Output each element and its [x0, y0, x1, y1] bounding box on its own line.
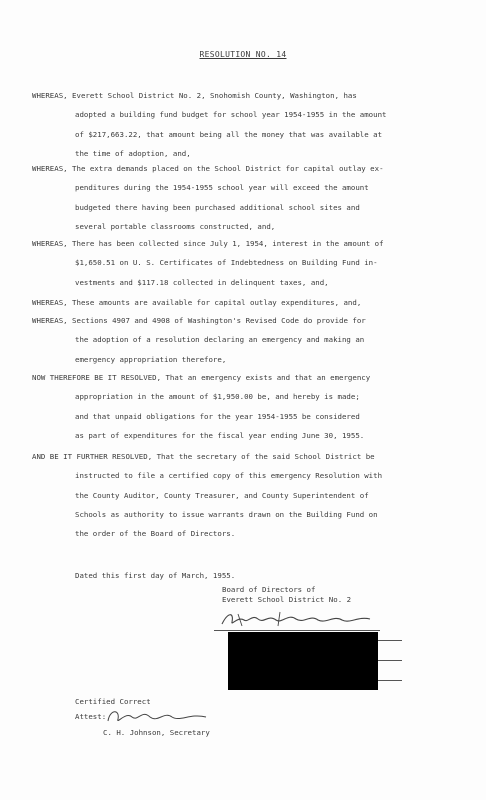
resolution-title: RESOLUTION NO. 14 [199, 50, 287, 59]
signature-line [378, 640, 402, 641]
paragraph-line: and that unpaid obligations for the year 1954-1955 be considered [75, 411, 360, 421]
paragraph-line: Schools as authority to issue warrants drawn on the Building Fund on [75, 509, 378, 519]
resolution-paragraph [32, 86, 462, 163]
paragraph-line: Dated this first day of March, 1955. [75, 571, 236, 580]
resolution-paragraph [32, 293, 462, 312]
board-heading [222, 585, 351, 605]
paragraph-line: adopted a building fund budget for school year 1954-1955 in the amount [75, 110, 387, 120]
secretary-name: C. H. Johnson, Secretary [103, 728, 210, 737]
paragraph-line: appropriation in the amount of $1,950.00 be, and hereby is made; [75, 392, 360, 402]
paragraph-line: WHEREAS, These amounts are available for capital outlay expenditures, and, [32, 298, 362, 307]
paragraph-line: $1,650.51 on U. S. Certificates of Indebtedness on Building Fund in- [75, 258, 378, 268]
paragraph-line: of $217,663.22, that amount being all the money that was available at [75, 129, 383, 139]
paragraph-line: the time of adoption, and, [75, 148, 191, 158]
paragraph-line: WHEREAS, The extra demands placed on the School District for capital outlay ex- [32, 164, 384, 173]
paragraph-line: vestments and $117.18 collected in delinquent taxes, and, [75, 277, 329, 287]
paragraph-line: penditures during the 1954-1955 school year will exceed the amount [75, 183, 369, 193]
paragraph-line: WHEREAS, There has been collected since July 1, 1954, interest in the amount of [32, 239, 384, 248]
paragraph-line: instructed to file a certified copy of this emergency Resolution with [75, 471, 383, 481]
resolution-paragraph [32, 234, 462, 292]
paragraph-line: several portable classrooms constructed, and, [75, 221, 276, 231]
signature-line [378, 680, 402, 681]
board-heading-line: Board of Directors of [222, 585, 316, 594]
paragraph-line: the adoption of a resolution declaring an emergency and making an [75, 335, 365, 345]
resolution-paragraph [75, 566, 486, 585]
paragraph-line: budgeted there having been purchased additional school sites and [75, 202, 360, 212]
paragraph-line: NOW THEREFORE BE IT RESOLVED, That an emergency exists and that an emergency [32, 373, 371, 382]
resolution-paragraph [32, 368, 462, 445]
certified-correct: Certified Correct [75, 697, 151, 706]
attest-label: Attest: [75, 712, 107, 721]
resolution-paragraph [32, 311, 462, 369]
resolution-paragraph [32, 159, 462, 236]
paragraph-line: WHEREAS, Sections 4907 and 4908 of Washington's Revised Code do provide for [32, 316, 366, 325]
secretary-signature [102, 705, 212, 727]
signature-line [378, 660, 402, 661]
handwritten-signature [218, 608, 376, 630]
paragraph-line: emergency appropriation therefore, [75, 354, 227, 364]
resolution-paragraph [32, 447, 462, 543]
paragraph-line: as part of expenditures for the fiscal year ending June 30, 1955. [75, 430, 365, 440]
paragraph-line: the order of the Board of Directors. [75, 529, 236, 539]
signature-line [214, 630, 380, 631]
paragraph-line: the County Auditor, County Treasurer, and County Superintendent of [75, 490, 369, 500]
paragraph-line: WHEREAS, Everett School District No. 2, Snohomish County, Washington, has [32, 91, 357, 100]
board-heading-line: Everett School District No. 2 [222, 595, 352, 604]
paragraph-line: AND BE IT FURTHER RESOLVED, That the secretary of the said School District be [32, 452, 375, 461]
redacted-signatures [228, 632, 378, 690]
